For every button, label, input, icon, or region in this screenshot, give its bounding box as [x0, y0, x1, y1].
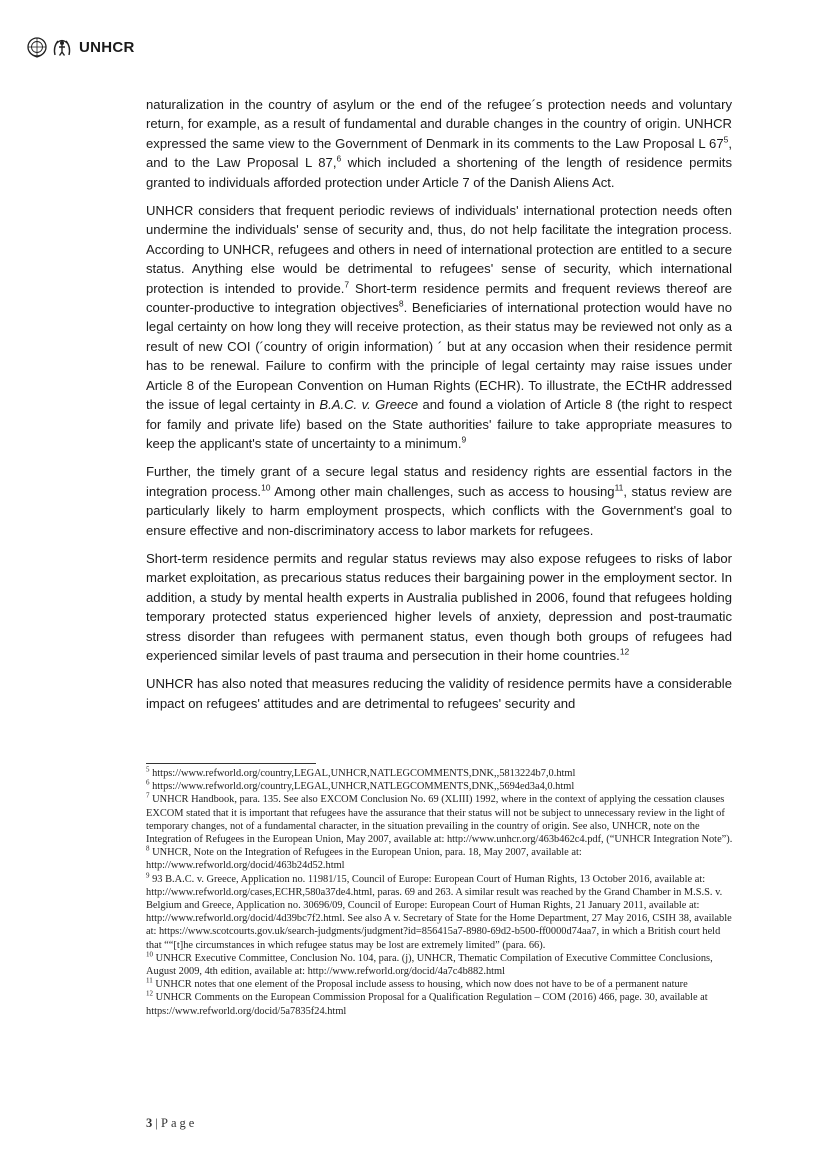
- text-run: naturalization in the country of asylum or the end of the refugee´s protection needs and voluntary return, for example, as a result of fundamental and durable changes in the country of origin. UNHCR expressed the same view to the Government of Denmark in its comments to the Law Proposal L 67: [146, 97, 732, 151]
- unhcr-emblem-icon: [51, 36, 73, 58]
- footnote-text: UNHCR Handbook, para. 135. See also EXCOM Conclusion No. 69 (XLIII) 1992, where in the context of applying the cessation clauses EXCOM stated that it is important that refugees have the assurance that their status will not be subject to unnecessary review in the light of temporary changes, not of a fundamental character, in the situation prevailing in the country of origin. See also, UNHCR, note on the Integration of Refugees in the European Union, May 2007, available at: http://www.unhcr.org/463b462c4.pdf, (“UNHCR Integration Note”).: [146, 794, 733, 846]
- text-run: which included a shortening of the length of residence permits granted to individuals afforded protection under Article 7 of the Danish Aliens Act.: [146, 155, 732, 190]
- footnote-text: UNHCR, Note on the Integration of Refugees in the European Union, para. 18, May 2007, available at: http://www.refworld.org/docid/463b24d52.html: [146, 847, 582, 872]
- footnote-number: 9: [146, 871, 150, 880]
- footnote: [146, 780, 736, 793]
- footnote-number: 10: [146, 950, 153, 959]
- page-number: 3: [146, 1116, 153, 1130]
- page-word: Page: [161, 1116, 198, 1130]
- text-run: Among other main challenges, such as access to housing: [270, 483, 615, 499]
- text-run: UNHCR considers that frequent periodic reviews of individuals' international protection needs often undermine the individuals' sense of security and, thus, do not help facilitate the integration process. According to UNHCR, refugees and others in need of international protection are entitled to a secure status. Anything else would be detrimental to refugees' sense of security, which international protection is intended to provide.: [146, 203, 732, 296]
- footnote-ref: 12: [619, 646, 630, 657]
- paragraph: [146, 95, 732, 192]
- text-run: and found a violation of Article 8 (the right to respect for family and private life) based on the State authorities' failure to take appropriate measures to keep the applicant's state of uncertainty to a minimum.: [146, 397, 733, 451]
- footnote-text: UNHCR notes that one element of the Proposal include assess to housing, which now does not have to be of a permanent nature: [152, 979, 688, 991]
- footnote-ref: 7: [344, 279, 350, 290]
- footnote-text: https://www.refworld.org/country,LEGAL,UNHCR,NATLEGCOMMENTS,DNK,,5813224b7,0.html: [149, 768, 576, 779]
- text-run: . Beneficiaries of international protection would have no legal certainty on how long they will receive protection, as their status may be reviewed not only as a result of new COI (´country of origin information) ´ but at any occasion when their residence permit has to be renewal. Failure to confirm with the principle of legal certainty may raise issues under Article 8 of the European Convention on Human Rights (ECHR). To illustrate, the ECtHR addressed the issue of legal certainty in: [146, 300, 732, 413]
- footnote-number: 11: [146, 976, 153, 985]
- text-run: , and to the Law Proposal L 87,: [146, 135, 732, 171]
- footnote-number: 12: [146, 989, 153, 998]
- footnote-number: 6: [146, 778, 150, 787]
- footnote-number: 8: [146, 844, 150, 853]
- footnote: [146, 978, 736, 991]
- un-emblem-icon: [26, 36, 48, 58]
- footnote-text: https://www.refworld.org/country,LEGAL,UNHCR,NATLEGCOMMENTS,DNK,,5694ed3a4,0.html: [149, 781, 575, 793]
- page-footer: [146, 1116, 197, 1131]
- footnote-ref: 9: [461, 434, 467, 445]
- paragraph: [146, 549, 732, 665]
- text-run: Further, the timely grant of a secure legal status and residency rights are essential factors in the integration process.: [146, 464, 732, 499]
- case-name: B.A.C. v. Greece: [319, 397, 419, 413]
- org-name: UNHCR: [79, 38, 135, 56]
- footnote: [146, 793, 736, 846]
- footnotes: [146, 767, 736, 1018]
- paragraph: [146, 201, 732, 453]
- footnote-ref: 11: [614, 482, 624, 493]
- footnote-text: 93 B.A.C. v. Greece, Application no. 11981/15, Council of Europe: European Court of Human Rights, 13 October 2016, available at: http://www.refworld.org/cases,ECHR,580a37de4.html, paras. 69 and 263. A similar result was reached by the Grand Chamber in M.S.S. v. Belgium and Greece, Application no. 30696/09, Council of Europe: European Court of Human Rights, 21 January 2011, available at: http://www.refworld.org/docid/4d39bc7f2.html. See also A v. Secretary of State for the Home Department, 27 May 2016, CSIH 38, available at: https://www.scotcourts.gov.uk/search-judgments/judgment?id=856415a7-8980-69d2-b500-ff0000d74aa7, in which a British court held that ““[t]he circumstances in which refugee status may be lost are extremely limited” (para. 66).: [146, 873, 732, 951]
- footnote: [146, 873, 736, 952]
- text-run: UNHCR has also noted that measures reducing the validity of residence permits have a considerable impact on refugees' attitudes and are detrimental to refugees' security and: [146, 676, 732, 711]
- footnote-ref: 10: [261, 482, 271, 493]
- footnote: [146, 991, 736, 1017]
- footnote-number: 7: [146, 791, 150, 800]
- footnote-ref: 8: [398, 298, 404, 309]
- text-run: Short-term residence permits and regular status reviews may also expose refugees to risks of labor market exploitation, as precarious status reduces their bargaining power in the employment sector. In addition, a study by mental health experts in Australia published in 2006, found that refugees holding temporary protected status experienced higher levels of anxiety, depression and post-traumatic stress disorder than refugees with permanent status, even though both groups of refugees had experienced similar levels of past trauma and persecution in their home countries.: [146, 550, 732, 663]
- text-run: , status review are particularly likely to harm employment prospects, which conflicts with the Government's goal to ensure effective and non-discriminatory access to labor markets for refugees.: [146, 483, 732, 538]
- footnote: [146, 767, 736, 780]
- footnote: [146, 846, 736, 872]
- footnote-ref: 5: [723, 134, 729, 145]
- text-run: Short-term residence permits and frequent reviews thereof are counter-productive to integration objectives: [146, 280, 732, 316]
- paragraph: [146, 674, 732, 713]
- footnote-text: UNHCR Executive Committee, Conclusion No. 104, para. (j), UNHCR, Thematic Compilation of Executive Committee Conclusions, August 2009, 4th edition, available at: http://www.refworld.org/docid/4a7c4b882.html: [146, 952, 713, 978]
- paragraph: [146, 462, 732, 540]
- page-separator: |: [152, 1116, 162, 1130]
- body-text: [146, 95, 732, 722]
- footnote-ref: 6: [336, 153, 342, 164]
- unhcr-logo: [26, 36, 135, 58]
- footnote: [146, 952, 736, 978]
- footnote-divider: [146, 763, 316, 764]
- footnote-text: UNHCR Comments on the European Commission Proposal for a Qualification Regulation – COM (2016) 466, page. 30, available at https://www.refworld.org/docid/5a7835f24.html: [146, 992, 708, 1017]
- footnote-number: 5: [146, 765, 150, 774]
